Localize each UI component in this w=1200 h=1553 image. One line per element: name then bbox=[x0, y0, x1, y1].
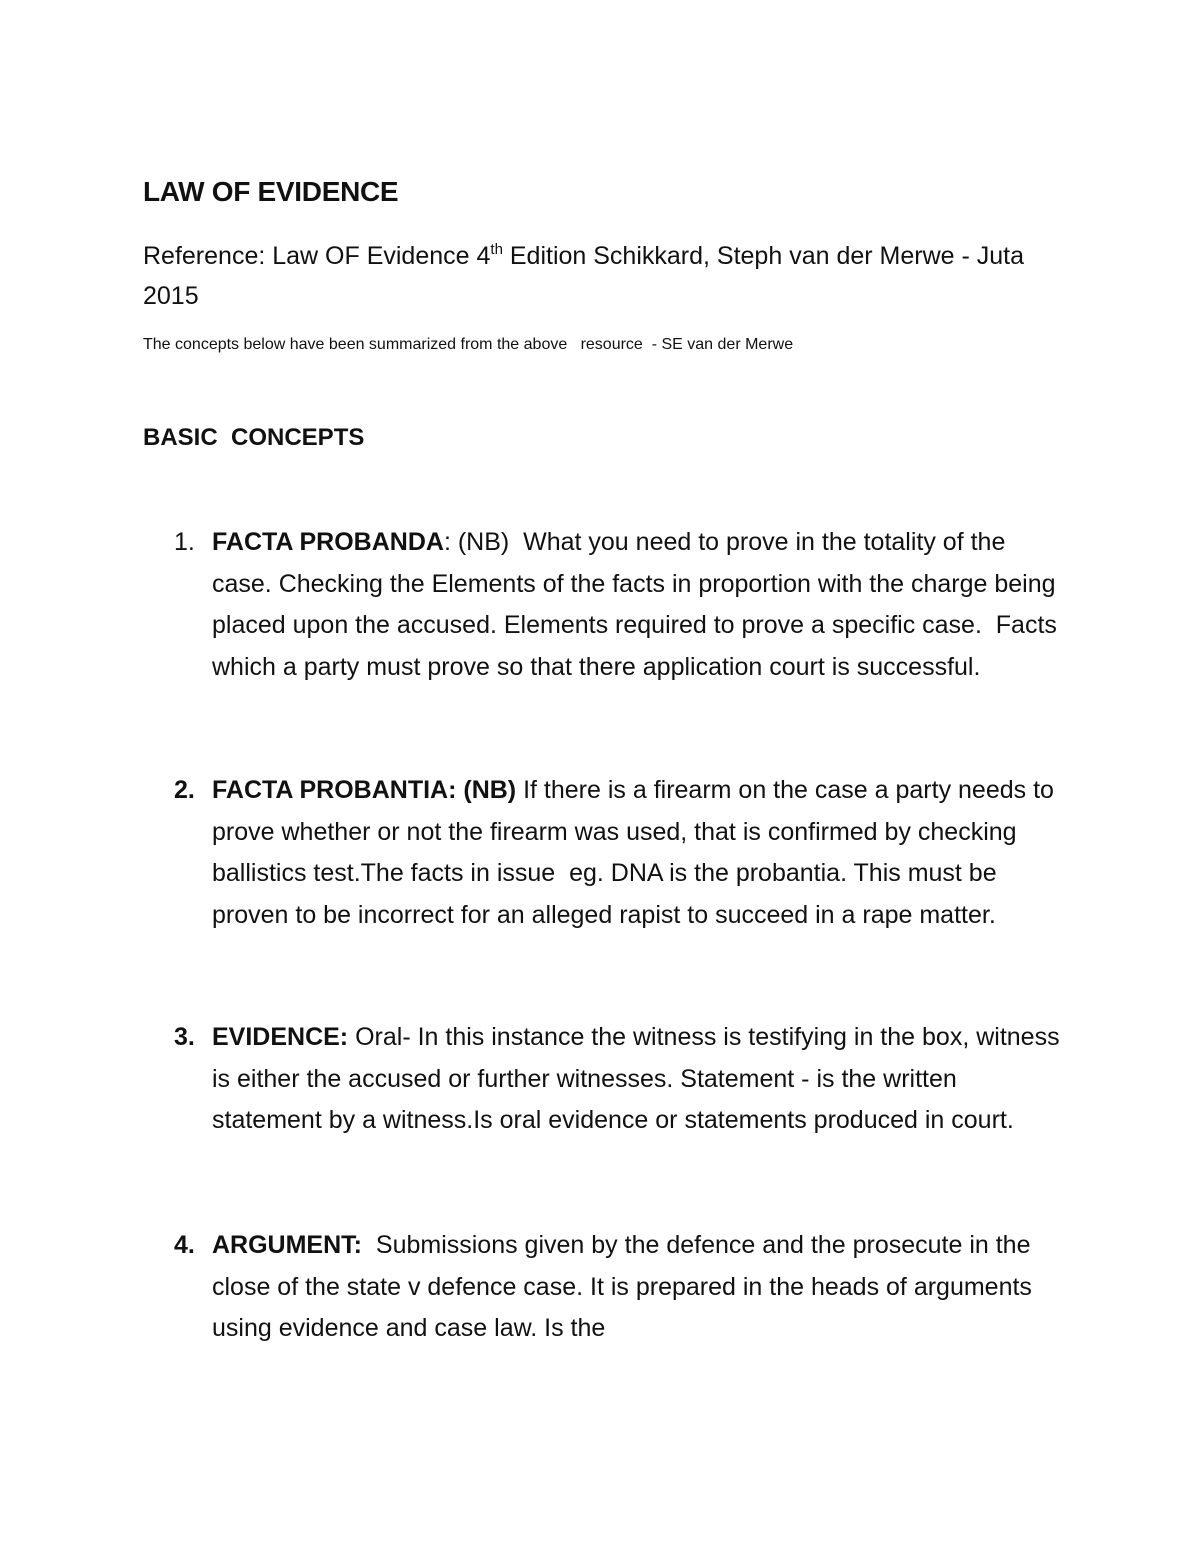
concept-body bbox=[212, 522, 1062, 688]
section-heading: BASIC CONCEPTS bbox=[143, 424, 365, 451]
concept-body bbox=[212, 770, 1062, 936]
reference-superscript: th bbox=[490, 241, 503, 258]
concept-text: What you need to prove in the totality of the case. Checking the Elements of the facts in proportion with the charge being placed upon the accused. Elements required to prove a specific case. Facts which a party must prove so that there application court is successful. bbox=[212, 528, 1064, 681]
concept-number: 1. bbox=[174, 528, 195, 556]
concept-body bbox=[212, 1017, 1067, 1142]
reference-line bbox=[143, 236, 1043, 316]
concept-term: ARGUMENT: bbox=[212, 1231, 362, 1259]
concept-term: FACTA PROBANDA bbox=[212, 528, 444, 556]
summary-note: The concepts below have been summarized from the above resource - SE van der Merwe bbox=[143, 336, 794, 353]
concept-term: EVIDENCE: bbox=[212, 1023, 349, 1051]
concept-text: If there is a firearm on the case a party needs to prove whether or not the firearm was used, that is confirmed by checking ballistics test.The facts in issue eg. DNA is the probantia. This must be proven to be incorrect for an alleged rapist to succeed in a rape matter. bbox=[212, 776, 1061, 929]
concept-body bbox=[212, 1225, 1062, 1350]
concept-number: 4. bbox=[174, 1231, 195, 1259]
concept-text: Oral- In this instance the witness is testifying in the box, witness is either the accused or further witnesses. Statement - is the written statement by a witness.Is oral evidence or statements produced in court. bbox=[212, 1023, 1067, 1134]
concept-number: 3. bbox=[174, 1023, 195, 1051]
reference-text-continued: Edition Schikkard, Steph van der Merwe - Juta 2015 bbox=[143, 242, 1025, 310]
concept-term: FACTA PROBANTIA: (NB) bbox=[212, 776, 517, 804]
concept-number: 2. bbox=[174, 776, 195, 804]
concept-qualifier: : (NB) bbox=[443, 528, 510, 556]
concept-text: Submissions given by the defence and the prosecute in the close of the state v defence case. It is prepared in the heads of arguments using evidence and case law. Is the bbox=[212, 1231, 1039, 1342]
document-title: LAW OF EVIDENCE bbox=[143, 176, 399, 207]
reference-text: Reference: Law OF Evidence 4 bbox=[143, 242, 491, 270]
